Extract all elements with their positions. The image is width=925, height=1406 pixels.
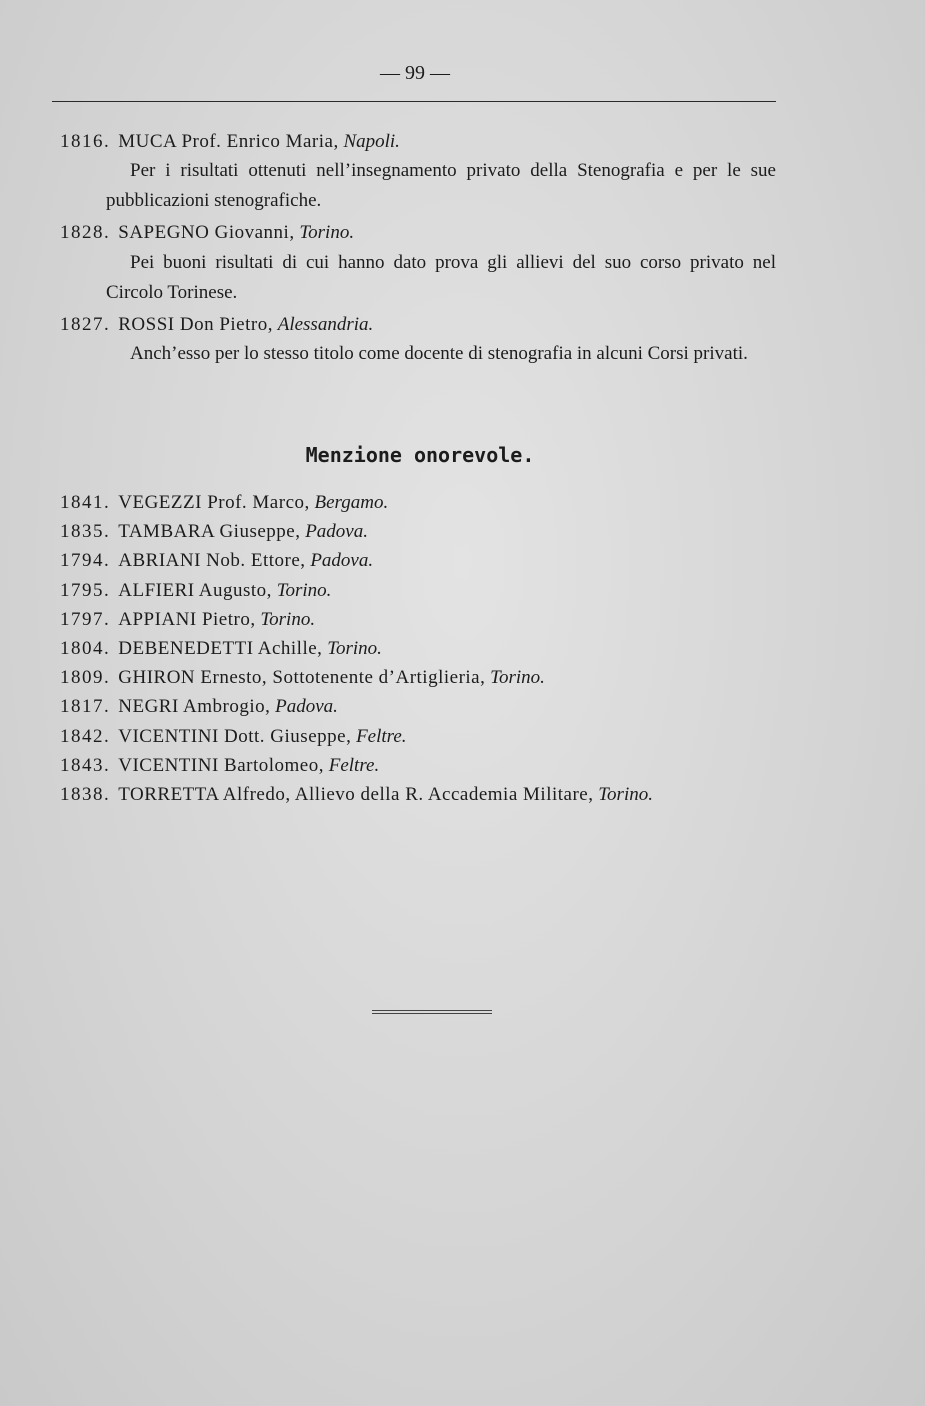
entry-name: MUCA Prof. Enrico Maria,: [118, 131, 339, 152]
entry-place: Alessandria.: [277, 314, 374, 335]
entry-number: 1828.: [60, 222, 111, 243]
header-rule: [52, 101, 776, 102]
entry-description: Anch’esso per lo stesso titolo come docente di stenografia in alcuni Corsi privati.: [130, 343, 748, 364]
entry-place: Napoli.: [343, 131, 400, 152]
list-item: 1835. TAMBARA Giuseppe, Padova.: [60, 521, 368, 543]
list-item: 1794. ABRIANI Nob. Ettore, Padova.: [60, 550, 374, 572]
entry-name: ROSSI Don Pietro,: [118, 314, 273, 335]
list-item: 1797. APPIANI Pietro, Torino.: [60, 608, 316, 630]
section-heading: Menzione onorevole.: [305, 443, 535, 467]
list-item: 1795. ALFIERI Augusto, Torino.: [60, 579, 332, 601]
entry-name: SAPEGNO Giovanni,: [118, 222, 295, 243]
entry-number: 1827.: [60, 314, 111, 335]
award-entry: [60, 127, 400, 157]
list-item: 1804. DEBENEDETTI Achille, Torino.: [60, 637, 382, 659]
honorable-mentions-list: [60, 488, 653, 809]
award-entry: [60, 310, 373, 340]
list-item: 1842. VICENTINI Dott. Giuseppe, Feltre.: [60, 725, 407, 747]
entry-number: 1816.: [60, 131, 111, 152]
list-item: 1843. VICENTINI Bartolomeo, Feltre.: [60, 754, 380, 776]
list-item: 1817. NEGRI Ambrogio, Padova.: [60, 696, 338, 718]
entry-description: Per i risultati ottenuti nell’insegnamento privato della Stenografia e per le sue pubblicazioni stenografiche.: [106, 160, 776, 211]
end-rule: [372, 1010, 492, 1016]
list-item: 1838. TORRETTA Alfredo, Allievo della R. Accademia Militare, Torino.: [60, 783, 653, 805]
award-entry: [60, 218, 354, 248]
page-number: — 99 —: [380, 62, 450, 84]
entry-description: Pei buoni risultati di cui hanno dato prova gli allievi del suo corso privato nel Circolo Torinese.: [106, 252, 776, 303]
list-item: 1841. VEGEZZI Prof. Marco, Bergamo.: [60, 492, 389, 513]
entry-place: Torino.: [299, 222, 355, 243]
list-item: 1809. GHIRON Ernesto, Sottotenente d’Artiglieria, Torino.: [60, 667, 545, 689]
